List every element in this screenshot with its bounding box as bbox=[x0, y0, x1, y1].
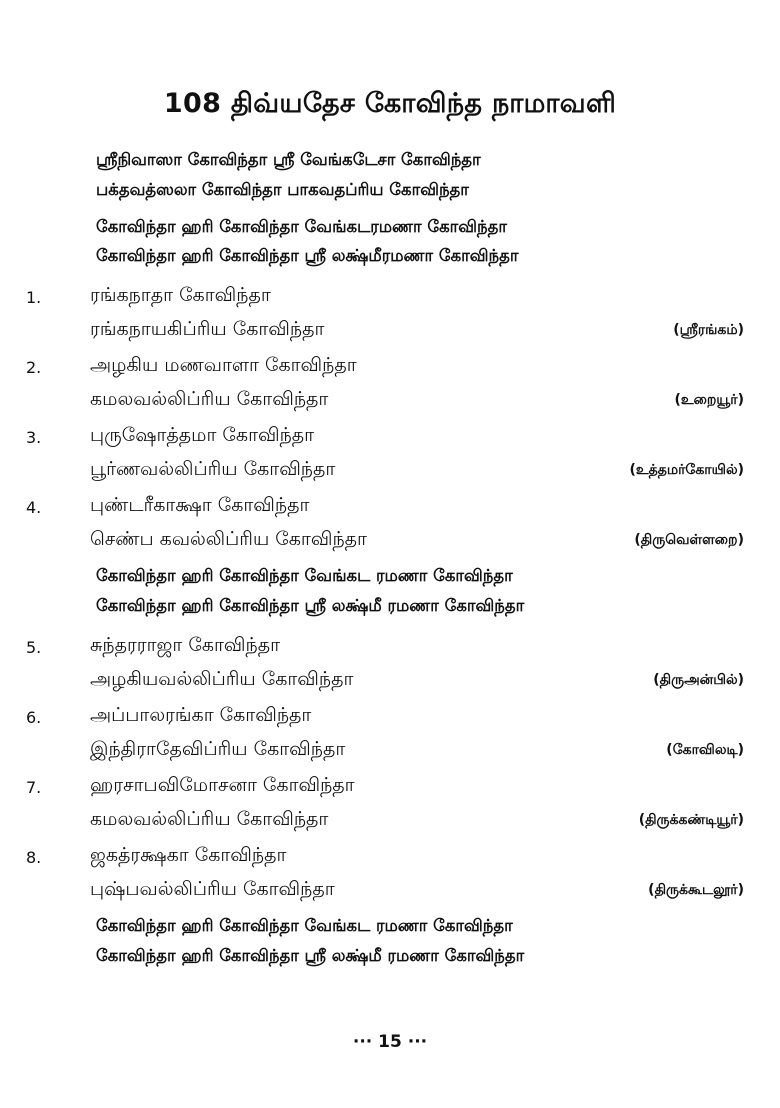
item-number: 6. bbox=[26, 708, 42, 727]
chorus-3-line-2: கோவிந்தா ஹரி கோவிந்தா ஸ்ரீ லக்ஷ்மீ ரமணா கோவிந்தா bbox=[96, 946, 525, 965]
item-line-1: அழகிய மணவாளா கோவிந்தா bbox=[90, 354, 357, 376]
chorus-1-line-1: கோவிந்தா ஹரி கோவிந்தா வேங்கடரமணா கோவிந்தா bbox=[96, 217, 507, 236]
chorus-2-line-1: கோவிந்தா ஹரி கோவிந்தா வேங்கட ரமணா கோவிந்தா bbox=[96, 566, 513, 585]
item-place: (ஸ்ரீரங்கம்) bbox=[673, 322, 744, 338]
page-number: ··· 15 ··· bbox=[352, 1032, 428, 1052]
item-line-1: ஜகத்ரக்ஷகா கோவிந்தா bbox=[90, 844, 287, 866]
item-number: 3. bbox=[26, 428, 42, 447]
item-line-1: ஹரசாபவிமோசனா கோவிந்தா bbox=[90, 774, 355, 796]
page-title: 108 திவ்யதேச கோவிந்த நாமாவளி bbox=[163, 88, 617, 119]
chorus-2-line-2: கோவிந்தா ஹரி கோவிந்தா ஸ்ரீ லக்ஷ்மீ ரமணா கோவிந்தா bbox=[96, 596, 525, 615]
item-place: (உறையூர்) bbox=[674, 392, 744, 408]
item-line-2: அழகியவல்லிப்ரிய கோவிந்தா bbox=[90, 668, 354, 690]
item-place: (உத்தமர்கோயில்) bbox=[629, 462, 744, 478]
item-line-2: செண்ப கவல்லிப்ரிய கோவிந்தா bbox=[90, 528, 367, 550]
item-line-2: கமலவல்லிப்ரிய கோவிந்தா bbox=[90, 388, 329, 410]
item-line-1: சுந்தரராஜா கோவிந்தா bbox=[90, 634, 281, 656]
item-place: (திருக்கண்டியூர்) bbox=[638, 812, 744, 828]
item-line-2: புஷ்பவல்லிப்ரிய கோவிந்தா bbox=[90, 878, 335, 900]
item-line-2: இந்திராதேவிப்ரிய கோவிந்தா bbox=[90, 738, 346, 760]
item-line-2: பூர்ணவல்லிப்ரிய கோவிந்தா bbox=[90, 458, 336, 480]
item-line-2: கமலவல்லிப்ரிய கோவிந்தா bbox=[90, 808, 329, 830]
item-place: (திருஅன்பில்) bbox=[653, 672, 744, 688]
item-line-1: ரங்கநாதா கோவிந்தா bbox=[90, 284, 271, 306]
item-line-1: அப்பாலரங்கா கோவிந்தா bbox=[90, 704, 312, 726]
item-number: 7. bbox=[26, 778, 42, 797]
item-number: 5. bbox=[26, 638, 42, 657]
item-place: (திருவெள்ளறை) bbox=[634, 532, 744, 548]
item-line-1: புருஷோத்தமா கோவிந்தா bbox=[90, 424, 315, 446]
item-number: 8. bbox=[26, 848, 42, 867]
intro-line-1: ஸ்ரீநிவாஸா கோவிந்தா ஸ்ரீ வேங்கடேசா கோவிந்தா bbox=[96, 150, 481, 169]
item-number: 1. bbox=[26, 288, 42, 307]
intro-line-2: பக்தவத்ஸலா கோவிந்தா பாகவதப்ரிய கோவிந்தா bbox=[96, 180, 469, 199]
chorus-1-line-2: கோவிந்தா ஹரி கோவிந்தா ஸ்ரீ லக்ஷ்மீரமணா கோவிந்தா bbox=[96, 246, 519, 265]
chorus-3-line-1: கோவிந்தா ஹரி கோவிந்தா வேங்கட ரமணா கோவிந்தா bbox=[96, 916, 513, 935]
item-number: 2. bbox=[26, 358, 42, 377]
item-place: (திருக்கூடலூர்) bbox=[648, 882, 744, 898]
item-line-2: ரங்கநாயகிப்ரிய கோவிந்தா bbox=[90, 318, 325, 340]
item-place: (கோவிலடி) bbox=[666, 742, 744, 758]
item-line-1: புண்டரீகாக்ஷா கோவிந்தா bbox=[90, 494, 310, 516]
item-number: 4. bbox=[26, 498, 42, 517]
